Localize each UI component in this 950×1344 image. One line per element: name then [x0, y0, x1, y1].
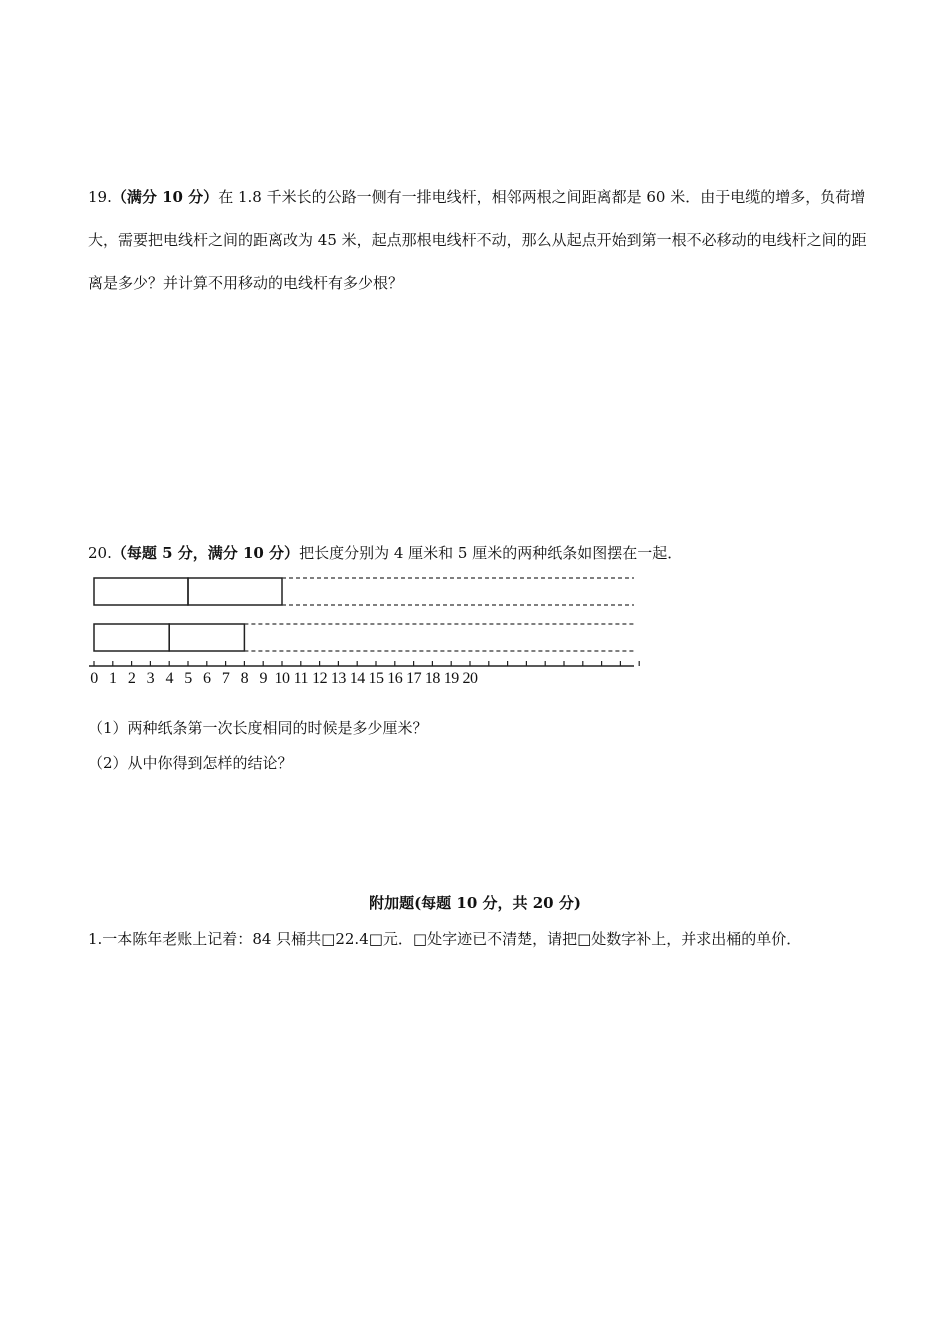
ruler-label: 1	[109, 670, 117, 687]
ruler-label: 2	[127, 670, 136, 687]
paper-strip-figure	[85, 568, 645, 692]
q20-number: 20.	[88, 544, 112, 562]
bonus-q1: 1.一本陈年老账上记着：84 只桶共□22.4□元．□处字迹已不清楚，请把□处数字补上，并求出桶的单价．	[88, 930, 802, 948]
bonus-title: 附加题(每题 10 分，共 20 分)	[369, 894, 581, 912]
strip-4cm	[94, 624, 634, 651]
q19-number: 19.	[88, 188, 112, 206]
ruler-label: 20	[462, 670, 478, 687]
question-19	[88, 176, 868, 305]
ruler	[89, 661, 639, 687]
q20-score: （每题 5 分，满分 10 分）	[111, 544, 300, 562]
strip-5cm	[94, 578, 634, 605]
ruler-label: 12	[312, 670, 328, 687]
ruler-label: 9	[259, 670, 267, 687]
strip-4cm-piece	[94, 624, 169, 651]
q19-score: （满分 10 分）	[111, 188, 219, 206]
strip-4cm-piece	[169, 624, 244, 651]
strip-5cm-piece	[188, 578, 282, 605]
q20-sub2: （2）从中你得到怎样的结论？	[88, 754, 293, 772]
q19-text: 在 1.8 千米长的公路一侧有一排电线杆，相邻两根之间距离都是 60 米．由于电缆的增多，负荷增大，需要把电线杆之间的距离改为 45 米，起点那根电线杆不动，那么从起点开始到第一根不必移动的电线杆之间的距离是多少？并计算不用移动的电线杆有多少根？	[88, 188, 867, 292]
ruler-label: 10	[274, 670, 290, 687]
ruler-label: 6	[203, 670, 211, 687]
ruler-label: 19	[443, 670, 459, 687]
ruler-label: 13	[330, 670, 346, 687]
question-20	[88, 543, 682, 563]
strip-5cm-piece	[94, 578, 188, 605]
ruler-label: 3	[146, 670, 155, 687]
q20-sub1: （1）两种纸条第一次长度相同的时候是多少厘米？	[88, 719, 428, 737]
ruler-label: 16	[387, 670, 403, 687]
ruler-label: 18	[424, 670, 440, 687]
ruler-label: 17	[406, 670, 422, 687]
ruler-label: 11	[293, 670, 309, 687]
ruler-label: 8	[240, 670, 249, 687]
ruler-label: 5	[184, 670, 192, 687]
q20-text: 把长度分别为 4 厘米和 5 厘米的两种纸条如图摆在一起．	[299, 544, 683, 562]
ruler-label: 15	[368, 670, 384, 687]
ruler-label: 14	[349, 670, 365, 687]
ruler-label: 7	[221, 670, 230, 687]
ruler-label: 0	[90, 670, 98, 687]
ruler-label: 4	[165, 670, 173, 687]
